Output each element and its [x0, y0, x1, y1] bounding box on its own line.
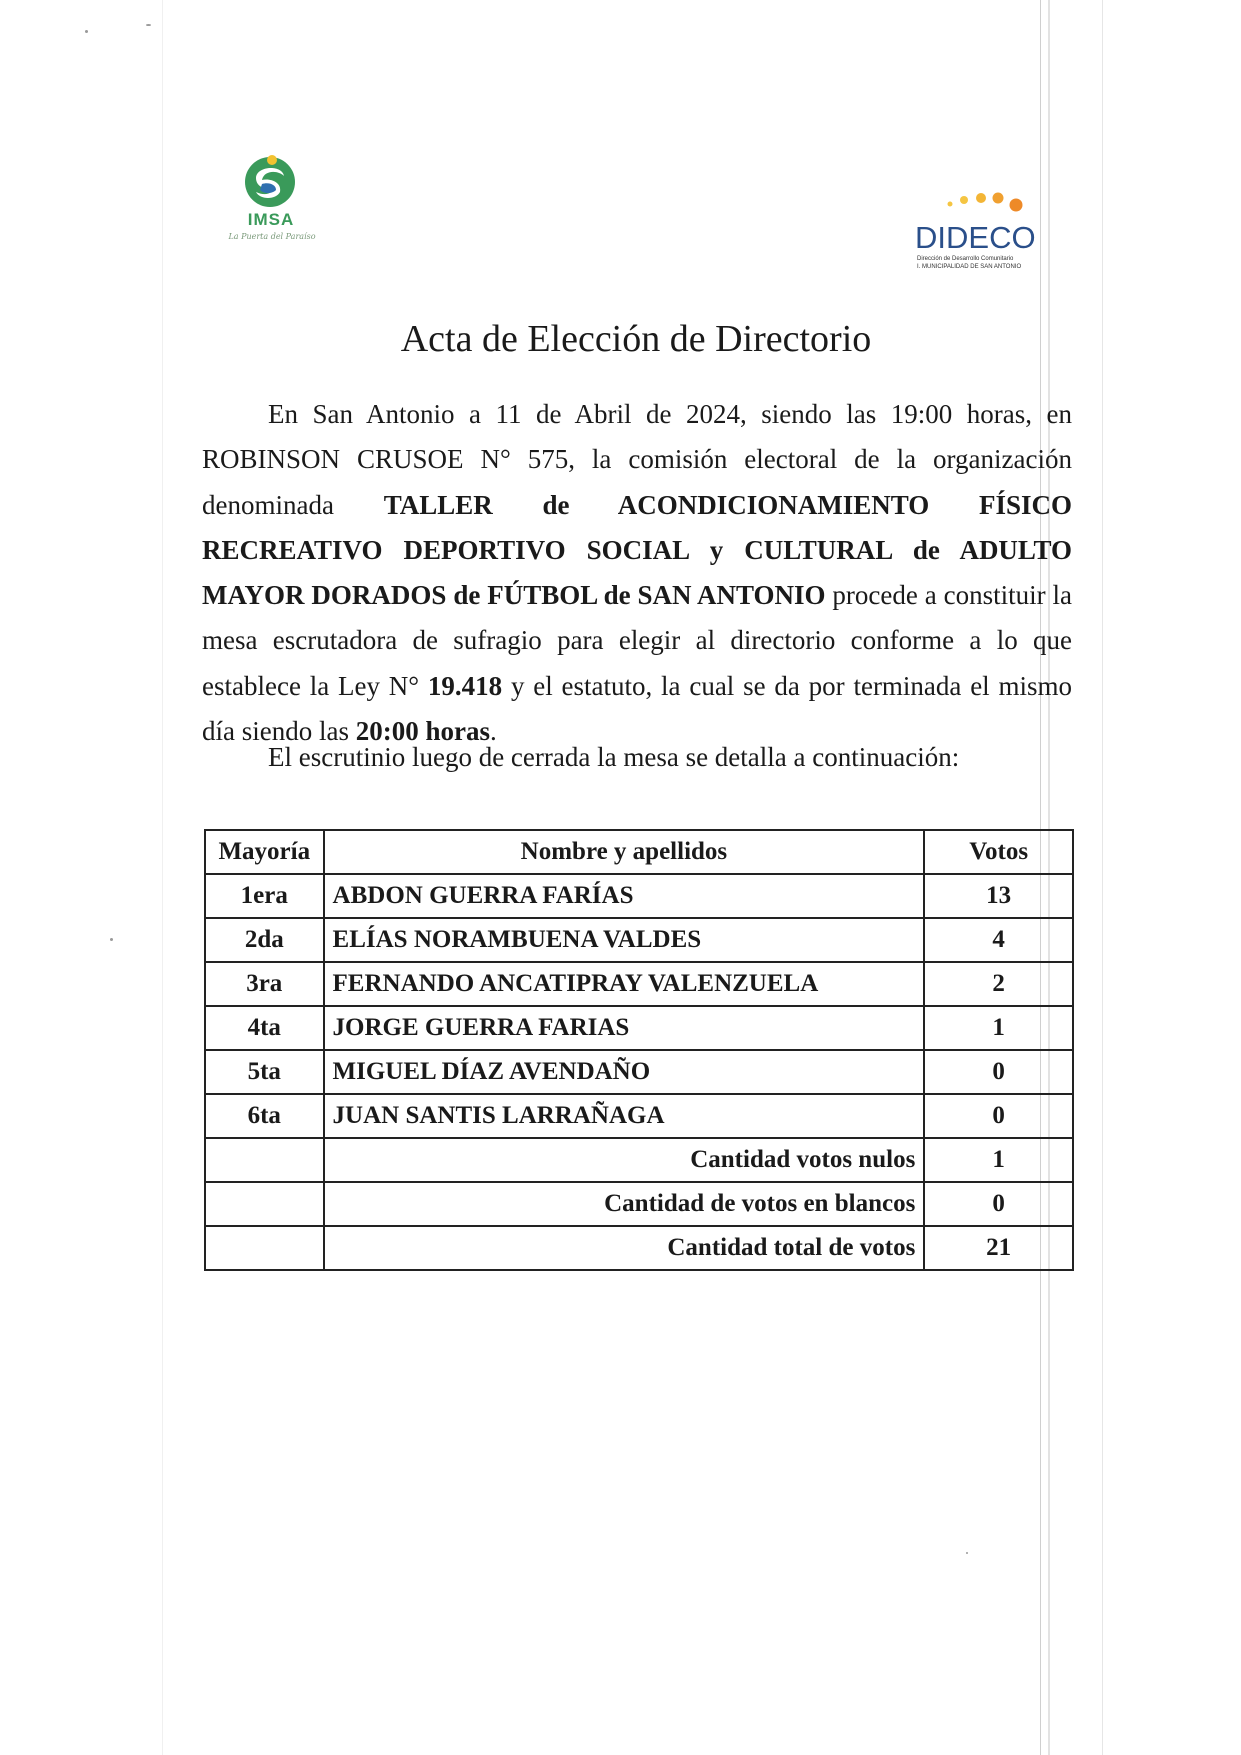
summary-votes: 0	[924, 1182, 1073, 1226]
paragraph-text: procede a constituir la mesa escrutadora de sufragio para elegir al directorio conforme a lo que establece la Ley N°	[202, 580, 1072, 701]
dideco-wordmark: DIDECO	[915, 220, 1036, 255]
scan-speck	[85, 30, 88, 33]
row-name: ABDON GUERRA FARÍAS	[324, 874, 925, 918]
summary-votes: 21	[924, 1226, 1073, 1270]
summary-empty-cell	[205, 1138, 324, 1182]
end-time: 20:00 horas	[355, 716, 490, 747]
row-rank: 6ta	[205, 1094, 324, 1138]
row-rank: 5ta	[205, 1050, 324, 1094]
summary-label: Cantidad total de votos	[324, 1226, 925, 1270]
row-name: MIGUEL DÍAZ AVENDAÑO	[324, 1050, 925, 1094]
table-row	[205, 1006, 1073, 1050]
scan-speck	[110, 938, 113, 941]
row-name: JUAN SANTIS LARRAÑAGA	[324, 1094, 925, 1138]
document-title: Acta de Elección de Directorio	[400, 318, 872, 361]
header-votes: Votos	[924, 830, 1073, 874]
summary-label: Cantidad votos nulos	[324, 1138, 925, 1182]
scan-edge-line	[162, 0, 163, 1755]
imsa-logo	[212, 152, 332, 252]
imsa-tagline: La Puerta del Paraíso	[228, 232, 316, 241]
row-name: FERNANDO ANCATIPRAY VALENZUELA	[324, 962, 925, 1006]
row-votes: 0	[924, 1050, 1073, 1094]
law-number: 19.418	[427, 670, 503, 701]
row-rank: 2da	[205, 918, 324, 962]
summary-row	[205, 1138, 1073, 1182]
header-rank: Mayoría	[205, 830, 324, 874]
imsa-wordmark: IMSA	[247, 210, 295, 229]
summary-empty-cell	[205, 1226, 324, 1270]
row-votes: 0	[924, 1094, 1073, 1138]
paragraph-text: .	[489, 716, 497, 747]
row-name: JORGE GUERRA FARIAS	[324, 1006, 925, 1050]
paragraph-text: En San Antonio a 11 de Abril de 2024, siendo las 19:00 horas, en ROBINSON CRUSOE N° 575, la comisión electoral de la organización denominada	[202, 399, 1072, 520]
organization-name: TALLER de ACONDICIONAMIENTO FÍSICO RECREATIVO DEPORTIVO SOCIAL y CULTURAL de ADULTO MAYOR DORADOS de FÚTBOL de SAN ANTONIO	[202, 489, 1072, 611]
scan-speck	[146, 24, 151, 26]
row-name: ELÍAS NORAMBUENA VALDES	[324, 918, 925, 962]
table-row	[205, 962, 1073, 1006]
row-votes: 4	[924, 918, 1073, 962]
summary-row	[205, 1226, 1073, 1270]
summary-votes: 1	[924, 1138, 1073, 1182]
table-row	[205, 1094, 1073, 1138]
row-rank: 4ta	[205, 1006, 324, 1050]
table-header-row	[205, 830, 1073, 874]
table-row	[205, 874, 1073, 918]
scan-edge-line	[1102, 0, 1103, 1755]
row-votes: 2	[924, 962, 1073, 1006]
dideco-subtitle: Dirección de Desarrollo Comunitario	[917, 256, 1014, 262]
dideco-subtitle-municipality: I. MUNICIPALIDAD DE SAN ANTONIO	[917, 264, 1022, 270]
summary-empty-cell	[205, 1182, 324, 1226]
minutes-paragraph	[202, 392, 1072, 754]
results-table	[204, 829, 1074, 1271]
header-name: Nombre y apellidos	[324, 830, 925, 874]
summary-label: Cantidad de votos en blancos	[324, 1182, 925, 1226]
imsa-emblem-icon	[242, 152, 298, 210]
table-row	[205, 1050, 1073, 1094]
row-votes: 13	[924, 874, 1073, 918]
row-rank: 1era	[205, 874, 324, 918]
row-rank: 3ra	[205, 962, 324, 1006]
table-row	[205, 918, 1073, 962]
paragraph-text: y el estatuto, la cual se da por terminada el mismo día siendo las	[202, 670, 1072, 747]
scan-speck	[966, 1552, 968, 1554]
row-votes: 1	[924, 1006, 1073, 1050]
escrutinio-intro: El escrutinio luego de cerrada la mesa se detalla a continuación:	[268, 742, 960, 772]
summary-row	[205, 1182, 1073, 1226]
dideco-dots-icon	[940, 190, 1040, 218]
dideco-logo	[912, 190, 1042, 276]
